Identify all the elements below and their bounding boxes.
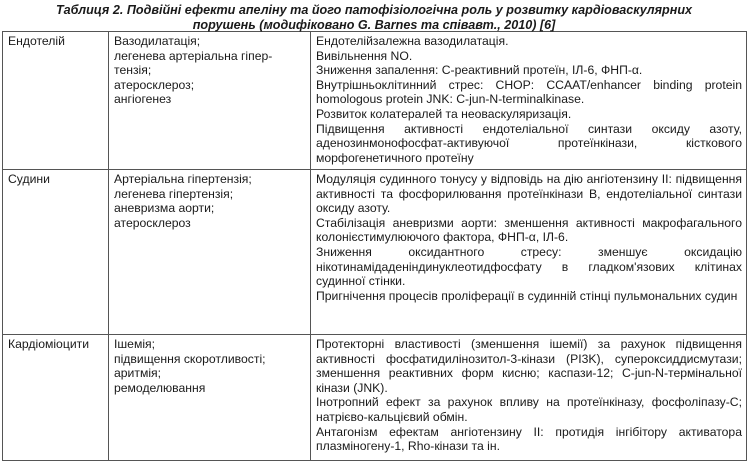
caption-line-2: порушень (модифіковано G. Barnes та співавт., 2010) [6]: [192, 18, 556, 32]
system-cell: Кардіоміоцити: [3, 335, 109, 461]
system-cell: Ендотелій: [3, 32, 109, 170]
effects-cell: [311, 170, 747, 335]
condition-line: легенева артеріальна гіпер-: [114, 48, 273, 63]
condition-line: ангіогенез: [114, 92, 172, 107]
condition-line: тензія;: [114, 63, 152, 78]
effect-paragraph: Протекторні властивості (зменшення ішемії) за рахунок підвищення активності фосфатидилінозитол-3-кінази (PI3K), супероксиддисмутази; зменшення реактивних форм кисню; каспази-12; C-jun-N-термінальної кінази (JNK).: [316, 337, 742, 395]
condition-line: підвищення скоротливості;: [114, 351, 266, 366]
condition-line: атеросклероз;: [114, 77, 195, 92]
effect-paragraph: Інотропний ефект за рахунок впливу на протеїнкіназу, фосфоліпазу-С; натрієво-кальцієвий обмін.: [316, 395, 742, 424]
conditions-cell: [109, 335, 311, 461]
effect-paragraph: Стабілізація аневризми аорти: зменшення активності макрофагального колонієстимулюючого фактора, ФНП-α, ІЛ-6.: [316, 215, 742, 245]
effects-table: [2, 31, 747, 461]
table-caption: [0, 0, 748, 31]
effect-paragraph: Вивільнення NO.: [316, 48, 413, 63]
condition-line: ремоделювання: [114, 380, 206, 395]
condition-line: Артеріальна гіпертензія;: [114, 172, 252, 186]
effect-paragraph: Зниження запалення: С-реактивний протеїн, ІЛ-6, ФНП-α.: [316, 63, 643, 78]
effect-paragraph: Модуляція судинного тонусу у відповідь на дію ангіотензину II: підвищення активності та фосфорилювання протеїнкінази В, ендотеліальної синтази оксиду азоту.: [316, 172, 742, 216]
effect-paragraph: Підвищення активності ендотеліальної синтази оксиду азоту, аденозинмонофосфат-активуючої протеїнкінази, кісткового морфогенетичного протеїну: [316, 121, 742, 165]
caption-line-1: Таблиця 2. Подвійні ефекти апеліну та його патофізіологічна роль у розвитку кардіоваскулярних: [55, 3, 693, 17]
effects-cell: [311, 335, 747, 461]
condition-line: легенева гіпертензія;: [114, 186, 234, 201]
table-row: [3, 170, 747, 335]
effect-paragraph: Зниження оксидантного стресу: зменшує оксидацію нікотинамідаденіндинуклеотидфосфату в гладком'язових клітинах судинної стінки.: [316, 244, 742, 289]
effect-paragraph: Внутрішньоклітинний стрес: CHOP: CCAAT/enhancer binding protein homologous protein JNK: C-jun-N-terminalkinase.: [316, 77, 742, 107]
table-row: [3, 32, 747, 170]
condition-line: Ішемія;: [114, 337, 156, 351]
effect-paragraph: Ендотелійзалежна вазодилатація.: [316, 34, 509, 48]
effect-paragraph: Розвиток колатералей та неоваскуляризація.: [316, 106, 572, 121]
condition-line: аритмія;: [114, 366, 162, 381]
conditions-cell: [109, 170, 311, 335]
effect-paragraph: Антагонізм ефектам ангіотензину II: протидія інгібітору активатора плазміногену-1, Rho-кінази та ін.: [316, 424, 742, 454]
effect-paragraph: Пригнічення процесів проліферації в судинній стінці пульмональних судин: [316, 288, 738, 303]
condition-line: атеросклероз: [114, 215, 191, 230]
condition-line: Вазодилатація;: [114, 34, 201, 48]
condition-line: аневризма аорти;: [114, 201, 215, 216]
system-cell: Судини: [3, 170, 109, 335]
effects-cell: [311, 32, 747, 170]
conditions-cell: [109, 32, 311, 170]
table-row: [3, 335, 747, 461]
